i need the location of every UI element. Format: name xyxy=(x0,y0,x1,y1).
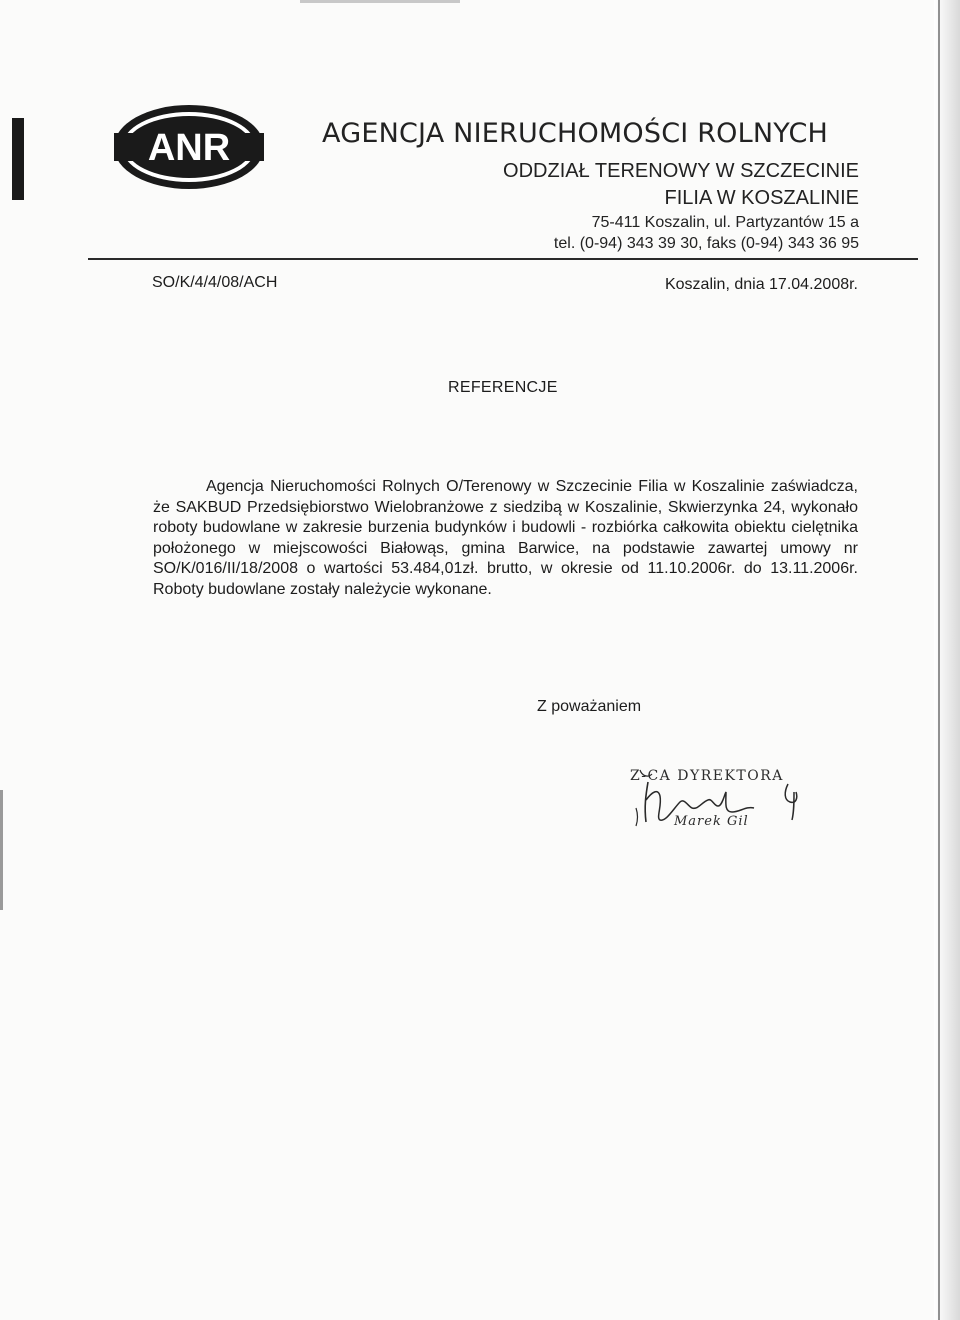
organization-name: AGENCJA NIERUCHOMOŚCI ROLNYCH xyxy=(322,118,829,149)
anr-logo xyxy=(112,103,266,191)
document-date: Koszalin, dnia 17.04.2008r. xyxy=(664,276,858,293)
phone-fax: tel. (0-94) 343 39 30, faks (0-94) 343 36 95 xyxy=(553,235,859,252)
reference-number: SO/K/4/4/08/ACH xyxy=(152,274,278,291)
stamp-title: Z-CA DYREKTORA xyxy=(630,768,784,784)
stamp-name: Marek Gil xyxy=(674,814,749,829)
document-title: REFERENCJE xyxy=(448,379,558,396)
signature-stamp xyxy=(622,762,812,842)
scan-artifact-left-edge xyxy=(0,790,3,910)
scan-artifact-left-mark xyxy=(12,118,24,200)
scan-artifact-right-line xyxy=(938,0,940,1320)
handwritten-signature xyxy=(622,762,812,842)
scan-artifact-top xyxy=(300,0,460,3)
closing-salutation: Z poważaniem xyxy=(537,698,642,715)
logo-text: ANR xyxy=(147,127,231,169)
address: 75-411 Koszalin, ul. Partyzantów 15 a xyxy=(591,214,859,231)
body-paragraph: Agencja Nieruchomości Rolnych O/Terenowy w Szczecinie Filia w Koszalinie zaświadcza, że SAKBUD Przedsiębiorstwo Wielobranżowe z siedzibą w Koszalinie, Skwierzynka 24, wykonało roboty budowlane w zakresie burzenia budynków i budowli - rozbiórka całkowita obiektu cielętnika położonego w miejscowości Białowąs, gmina Barwice, na podstawie zawartej umowy nr SO/K/016/II/18/2008 o wartości 53.484,01zł. brutto, w okresie od 11.10.2006r. do 13.11.2006r. Roboty budowlane zostały należycie wykonane. xyxy=(153,478,858,598)
branch-name: ODDZIAŁ TERENOWY W SZCZECINIE xyxy=(503,160,859,182)
filia-name: FILIA W KOSZALINIE xyxy=(664,187,859,209)
header-divider xyxy=(88,258,918,260)
